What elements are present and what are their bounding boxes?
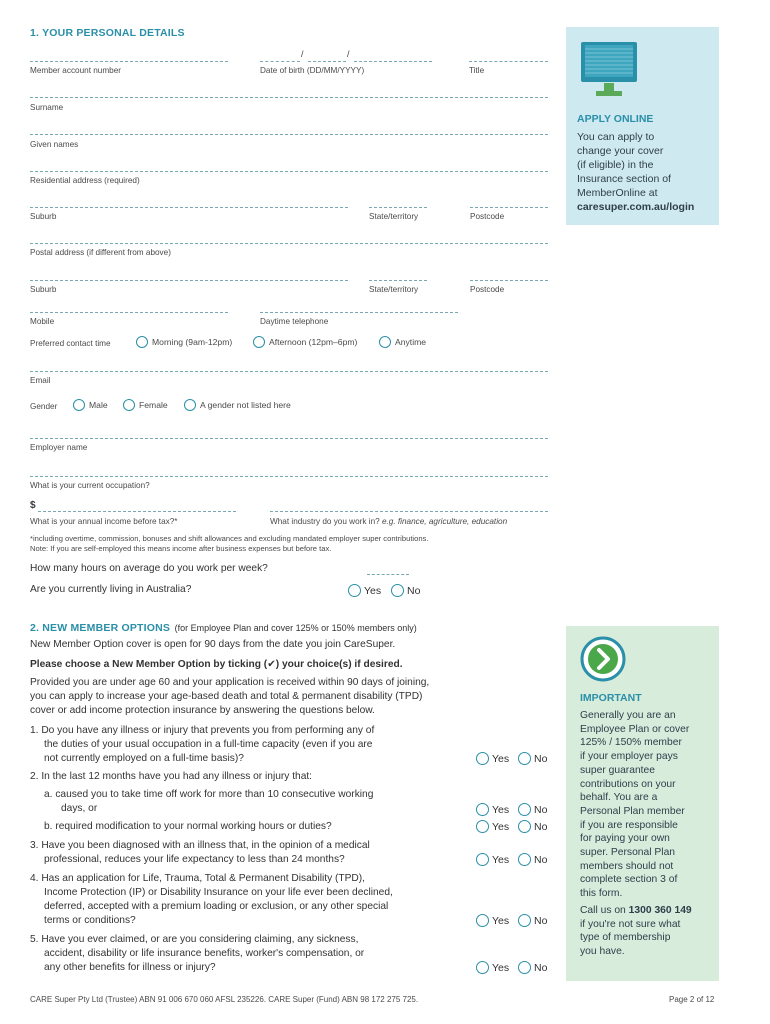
option-label: Male [89,400,108,410]
text-line: cover or add income protection insurance by answering the questions below. [30,705,375,716]
dob-year-field[interactable] [354,61,432,62]
radio-button[interactable] [476,820,489,833]
employer-name-label: Employer name [30,443,88,452]
postal-postcode-label: Postcode [470,285,505,294]
dollar-sign: $ [30,500,36,511]
postal-suburb-label: Suburb [30,285,57,294]
text-line: if your employer pays [580,751,678,763]
option-label: Yes [492,752,510,765]
section-2-intro: New Member Option cover is open for 90 days from the date you join CareSuper. [30,639,396,650]
text-line: contributions on your [580,778,676,790]
text-line: super. Personal Plan [580,847,676,859]
postcode-label: Postcode [470,212,505,221]
q3-no-option[interactable] [518,853,547,866]
text-line: complete section 3 of [580,874,678,886]
option-label: No [534,853,548,866]
option-label: Afternoon (12pm–6pm) [269,337,358,347]
apply-online-panel [566,27,719,225]
text-line: 3. Have you been diagnosed with an illness that, in the opinion of a medical [30,840,370,851]
text-line: deferred, accepted with a premium loading or exclusion, or any other special [44,901,389,912]
question-3 [30,839,370,867]
living-yes-option[interactable] [348,584,381,597]
contact-anytime-option[interactable] [379,336,426,348]
call-prefix: Call us on [580,904,626,916]
option-label: Female [139,400,168,410]
option-label: Yes [492,820,510,833]
text-line: Generally you are an [580,710,676,721]
radio-button[interactable] [476,752,489,765]
option-label: No [534,803,548,816]
q2b-yes-option[interactable] [476,820,509,833]
email-label: Email [30,376,51,385]
occupation-field[interactable] [30,476,548,477]
footnote-self-employed: Note: If you are self-employed this means income after business expenses but before tax. [30,544,332,553]
dob-day-field[interactable] [260,61,300,62]
industry-question: What industry do you work in? [270,517,380,526]
text-line: if you are responsible [580,819,678,831]
text-line: Income Protection (IP) or Disability Insurance on your life ever been declined, [44,887,393,898]
text-line: days, or [61,803,98,814]
important-text [580,709,692,959]
dob-separator: / [347,49,350,59]
industry-example: e.g. finance, agriculture, education [381,517,508,526]
text-line: You can apply to [577,131,655,143]
option-label: Yes [492,961,510,974]
daytime-telephone-field[interactable] [260,312,458,313]
phone-number[interactable]: 1300 360 149 [628,904,692,916]
state-label: State/territory [369,212,419,221]
postal-address-field[interactable] [30,243,548,244]
text-line: MemberOnline at [577,187,658,199]
residential-address-label: Residential address (required) [30,176,140,185]
footer-legal: CARE Super Pty Ltd (Trustee) ABN 91 006 670 060 AFSL 235226. CARE Super (Fund) ABN 98 172 275 725. [30,995,419,1004]
hours-question: How many hours on average do you work per week? [30,563,268,574]
contact-morning-option[interactable] [136,336,232,348]
given-names-field[interactable] [30,134,548,135]
text-line: any other benefits for illness or injury? [44,962,216,973]
section-2-subtitle: (for Employee Plan and cover 125% or 150% members only) [174,623,417,633]
page-number: Page 2 of 12 [669,995,715,1004]
section-2-paragraph [30,676,429,718]
living-no-option[interactable] [391,584,420,597]
text-line: you can apply to increase your age-based death and total & permanent disability (TPD) [30,691,423,702]
employer-name-field[interactable] [30,438,548,439]
text-line: for paying your own [580,833,670,845]
text-line: Employee Plan or cover [580,723,690,735]
q2a-no-option[interactable] [518,803,547,816]
radio-button[interactable] [73,399,85,411]
radio-button[interactable] [476,961,489,974]
question-4 [30,872,393,928]
text-line: 5. Have you ever claimed, or are you considering claiming, any sickness, [30,934,359,945]
given-names-label: Given names [30,140,79,149]
section-2-header [30,618,417,636]
option-label: No [534,752,548,765]
gender-female-option[interactable] [123,399,168,411]
question-2: 2. In the last 12 months have you had any illness or injury that: [30,771,313,782]
apply-online-title: APPLY ONLINE [577,113,654,125]
text-line: terms or conditions? [44,915,136,926]
option-label: No [534,820,548,833]
dob-month-field[interactable] [308,61,346,62]
option-label: No [407,584,421,597]
industry-label [270,517,507,526]
text-line: Insurance section of [577,173,671,185]
radio-button[interactable] [518,853,531,866]
suburb-field[interactable] [30,207,348,208]
q4-no-option[interactable] [518,914,547,927]
income-field[interactable] [38,511,236,512]
apply-online-text [577,130,694,214]
radio-button[interactable] [391,584,404,597]
call-line [580,904,692,918]
text-line: if you're not sure what [580,918,681,930]
text-line: members should not [580,860,674,872]
mobile-field[interactable] [30,312,228,313]
suburb-label: Suburb [30,212,57,221]
text-line: professional, reduces your life expectancy to less than 24 months? [44,854,345,865]
text-line: super guarantee [580,764,655,776]
postal-suburb-field[interactable] [30,280,348,281]
text-line: you have. [580,945,625,957]
important-title: IMPORTANT [580,692,642,704]
postcode-field[interactable] [470,207,548,208]
mobile-label: Mobile [30,317,55,326]
gender-label: Gender [30,402,58,411]
postal-state-label: State/territory [369,285,419,294]
radio-button[interactable] [184,399,196,411]
text-line: 4. Has an application for Life, Trauma, Total & Permanent Disability (TPD), [30,873,366,884]
option-label: Morning (9am-12pm) [152,337,233,347]
daytime-telephone-label: Daytime telephone [260,317,329,326]
text-line: this form. [580,888,623,900]
chevron-right-icon [580,636,626,682]
surname-field[interactable] [30,97,548,98]
option-label: Yes [492,914,510,927]
hours-field[interactable] [367,574,409,575]
q3-yes-option[interactable] [476,853,509,866]
question-2a [44,788,373,816]
radio-button[interactable] [518,752,531,765]
surname-label: Surname [30,103,64,112]
footnote-income: *including overtime, commission, bonuses and shift allowances and excluding mandated employer super contributions. [30,534,429,543]
section-1-title: 1. YOUR PERSONAL DETAILS [30,27,185,39]
income-label: What is your annual income before tax?* [30,517,178,526]
option-label: Yes [492,853,510,866]
radio-button[interactable] [476,803,489,816]
text-line: accident, disability or life insurance benefits, worker's compensation, or [44,948,365,959]
text-line: a. caused you to take time off work for more than 10 consecutive working [44,789,374,800]
dob-separator: / [301,49,304,59]
radio-button[interactable] [518,803,531,816]
text-line: 1. Do you have any illness or injury that prevents you from performing any of [30,725,375,736]
dob-label: Date of birth (DD/MM/YYYY) [260,66,365,75]
text-line: type of membership [580,932,671,944]
gender-male-option[interactable] [73,399,108,411]
contact-time-label: Preferred contact time [30,339,111,348]
option-label: No [534,961,548,974]
contact-afternoon-option[interactable] [253,336,357,348]
section-2-choose: Please choose a New Member Option by ticking (✔) your choice(s) if desired. [30,659,403,670]
q2b-no-option[interactable] [518,820,547,833]
q2a-yes-option[interactable] [476,803,509,816]
residential-address-field[interactable] [30,171,548,172]
text-line: change your cover [577,145,664,157]
text-line: Provided you are under age 60 and your application is received within 90 days of joining, [30,677,430,688]
radio-button[interactable] [476,853,489,866]
option-label: No [534,914,548,927]
question-5 [30,933,364,975]
text-line: behalf. You are a [580,792,658,804]
email-field[interactable] [30,371,548,372]
occupation-label: What is your current occupation? [30,481,150,490]
text-line: Personal Plan member [580,805,685,817]
q1-yes-option[interactable] [476,752,509,765]
radio-button[interactable] [476,914,489,927]
text-line: 125% / 150% member [580,737,682,749]
member-account-label: Member account number [30,66,122,75]
member-account-field[interactable] [30,61,228,62]
radio-button[interactable] [518,820,531,833]
state-field[interactable] [369,207,427,208]
option-label: Yes [492,803,510,816]
radio-button[interactable] [123,399,135,411]
postal-state-field[interactable] [369,280,427,281]
option-label: Anytime [395,337,427,347]
important-panel [566,626,719,981]
radio-button[interactable] [136,336,148,348]
text-line: not currently employed on a full-time basis)? [44,753,244,764]
option-label: Yes [364,584,382,597]
title-label: Title [469,66,485,75]
question-2b: b. required modification to your normal working hours or duties? [44,821,332,832]
gender-not-listed-option[interactable] [184,399,291,411]
question-1 [30,724,374,766]
option-label: A gender not listed here [200,400,291,410]
section-2-title: 2. NEW MEMBER OPTIONS [30,622,171,634]
industry-field[interactable] [270,511,548,512]
postal-postcode-field[interactable] [470,280,548,281]
q1-no-option[interactable] [518,752,547,765]
login-link[interactable]: caresuper.com.au/login [577,201,695,213]
title-field[interactable] [469,61,548,62]
text-line: (if eligible) in the [577,159,654,171]
q5-no-option[interactable] [518,961,547,974]
radio-button[interactable] [348,584,361,597]
monitor-icon [580,41,640,99]
q5-yes-option[interactable] [476,961,509,974]
radio-button[interactable] [379,336,391,348]
q4-yes-option[interactable] [476,914,509,927]
living-in-australia-question: Are you currently living in Australia? [30,584,192,595]
radio-button[interactable] [518,961,531,974]
radio-button[interactable] [518,914,531,927]
radio-button[interactable] [253,336,265,348]
text-line: the duties of your usual occupation in a full-time capacity (even if you are [44,739,373,750]
postal-address-label: Postal address (if different from above) [30,248,171,257]
